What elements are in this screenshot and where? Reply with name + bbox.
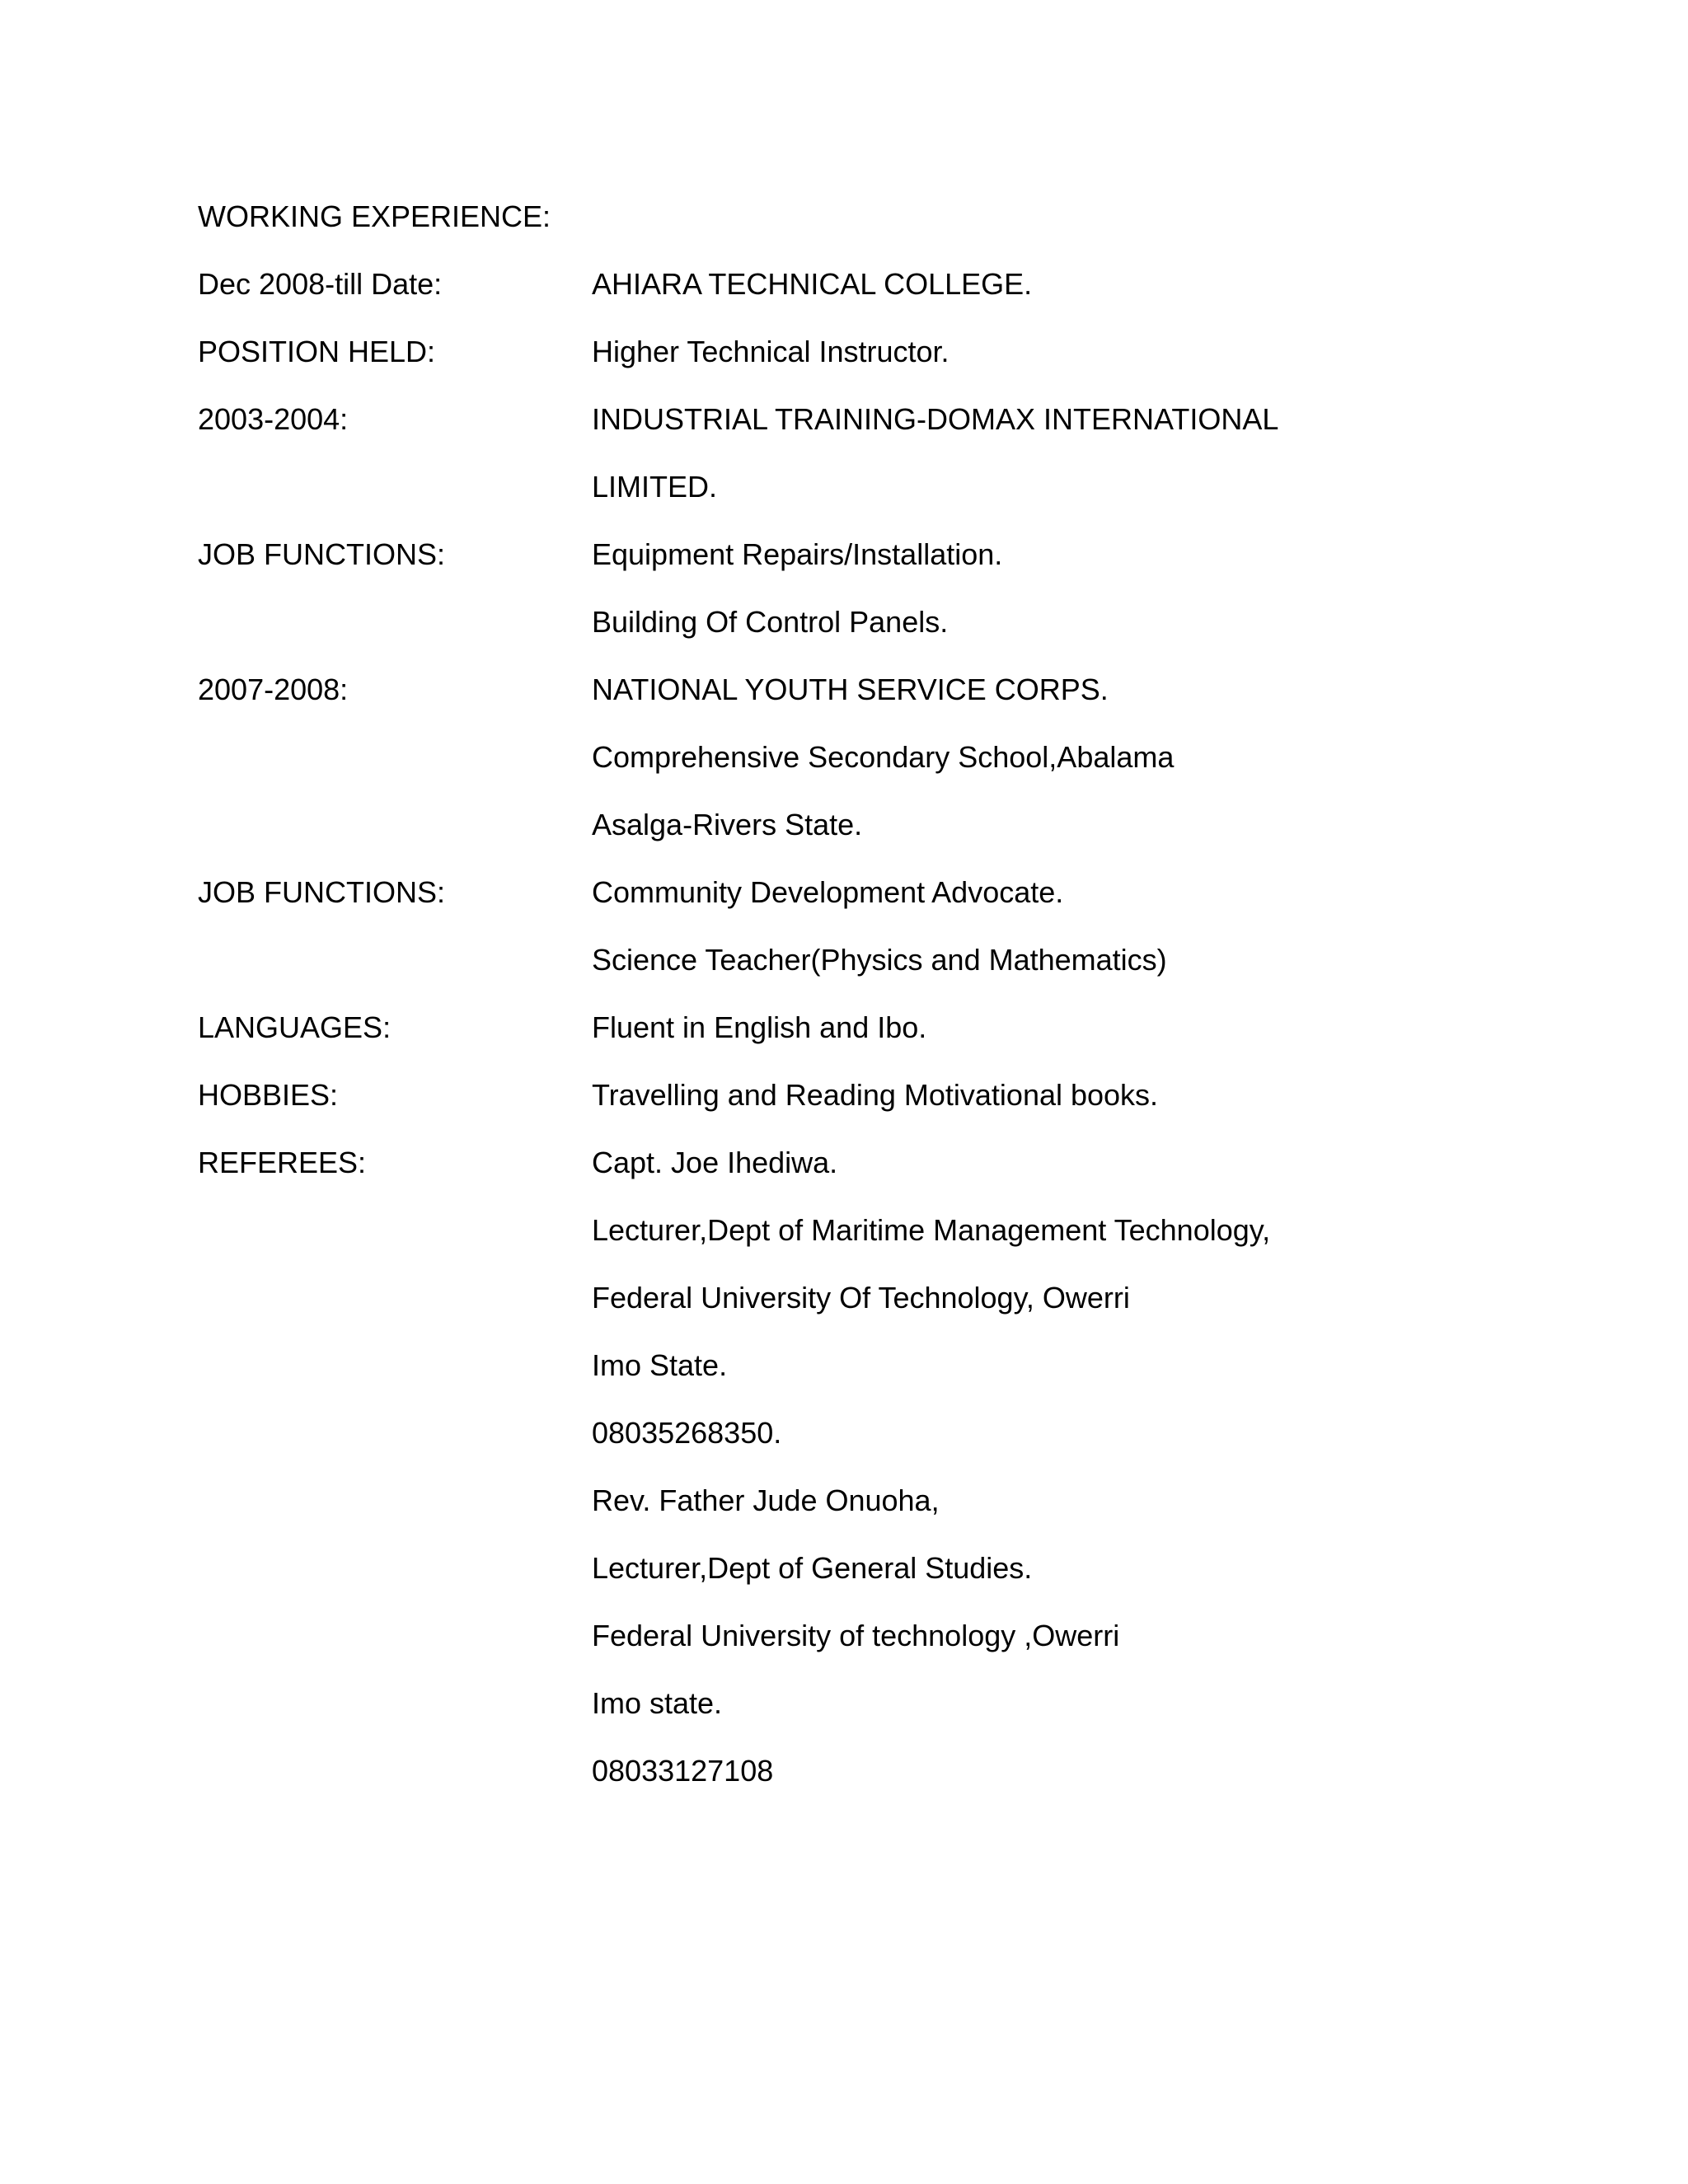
entry-row — [0, 656, 1688, 724]
entry-value: LIMITED. — [592, 470, 718, 504]
section-heading: WORKING EXPERIENCE: — [198, 199, 551, 233]
entry-row — [0, 588, 1688, 656]
entry-label: REFEREES: — [198, 1146, 367, 1179]
entry-row — [0, 521, 1688, 588]
entry-row — [0, 1737, 1688, 1805]
entry-value: Equipment Repairs/Installation. — [592, 537, 1003, 571]
entry-value: Lecturer,Dept of General Studies. — [592, 1551, 1033, 1585]
entry-row — [0, 1670, 1688, 1737]
entry-row — [0, 453, 1688, 521]
entry-row — [0, 1535, 1688, 1602]
entry-row — [0, 1332, 1688, 1399]
entry-row — [0, 1062, 1688, 1129]
entry-label: 2007-2008: — [198, 673, 349, 706]
entry-row — [0, 1399, 1688, 1467]
entry-value: Comprehensive Secondary School,Abalama — [592, 740, 1175, 774]
entry-label: 2003-2004: — [198, 402, 349, 436]
entry-row — [0, 1129, 1688, 1197]
entry-value: Science Teacher(Physics and Mathematics) — [592, 943, 1167, 977]
entry-value: Higher Technical Instructor. — [592, 335, 950, 368]
entry-value: Imo state. — [592, 1686, 723, 1720]
entry-value: Federal University Of Technology, Owerri — [592, 1281, 1130, 1315]
entry-value: Asalga-Rivers State. — [592, 808, 863, 841]
entry-row — [0, 724, 1688, 791]
entry-value: Federal University of technology ,Owerri — [592, 1619, 1120, 1652]
entry-label: HOBBIES: — [198, 1078, 339, 1112]
entry-row — [0, 1197, 1688, 1264]
entry-row — [0, 1602, 1688, 1670]
entry-value: NATIONAL YOUTH SERVICE CORPS. — [592, 673, 1109, 706]
entry-value: Imo State. — [592, 1348, 728, 1382]
entry-value: 08033127108 — [592, 1754, 774, 1788]
entry-value: Lecturer,Dept of Maritime Management Technology, — [592, 1213, 1271, 1247]
entry-row — [0, 994, 1688, 1062]
entry-label: LANGUAGES: — [198, 1010, 392, 1044]
entry-label: Dec 2008-till Date: — [198, 267, 443, 301]
section-heading-row — [0, 183, 1688, 251]
entry-value: INDUSTRIAL TRAINING-DOMAX INTERNATIONAL — [592, 402, 1279, 436]
entry-label: JOB FUNCTIONS: — [198, 537, 446, 571]
entry-row — [0, 386, 1688, 453]
entry-row — [0, 1467, 1688, 1535]
entry-value: Capt. Joe Ihediwa. — [592, 1146, 838, 1179]
entry-value: Travelling and Reading Motivational books. — [592, 1078, 1159, 1112]
entry-row — [0, 318, 1688, 386]
entry-row — [0, 251, 1688, 318]
entry-value: Fluent in English and Ibo. — [592, 1010, 927, 1044]
entry-value: Community Development Advocate. — [592, 875, 1064, 909]
entry-value: 08035268350. — [592, 1416, 782, 1450]
entry-label: POSITION HELD: — [198, 335, 436, 368]
entry-value: Building Of Control Panels. — [592, 605, 949, 639]
entry-row — [0, 926, 1688, 994]
entry-value: AHIARA TECHNICAL COLLEGE. — [592, 267, 1033, 301]
entry-value: Rev. Father Jude Onuoha, — [592, 1483, 940, 1517]
entry-row — [0, 1264, 1688, 1332]
entry-row — [0, 791, 1688, 859]
entry-row — [0, 859, 1688, 926]
entry-label: JOB FUNCTIONS: — [198, 875, 446, 909]
